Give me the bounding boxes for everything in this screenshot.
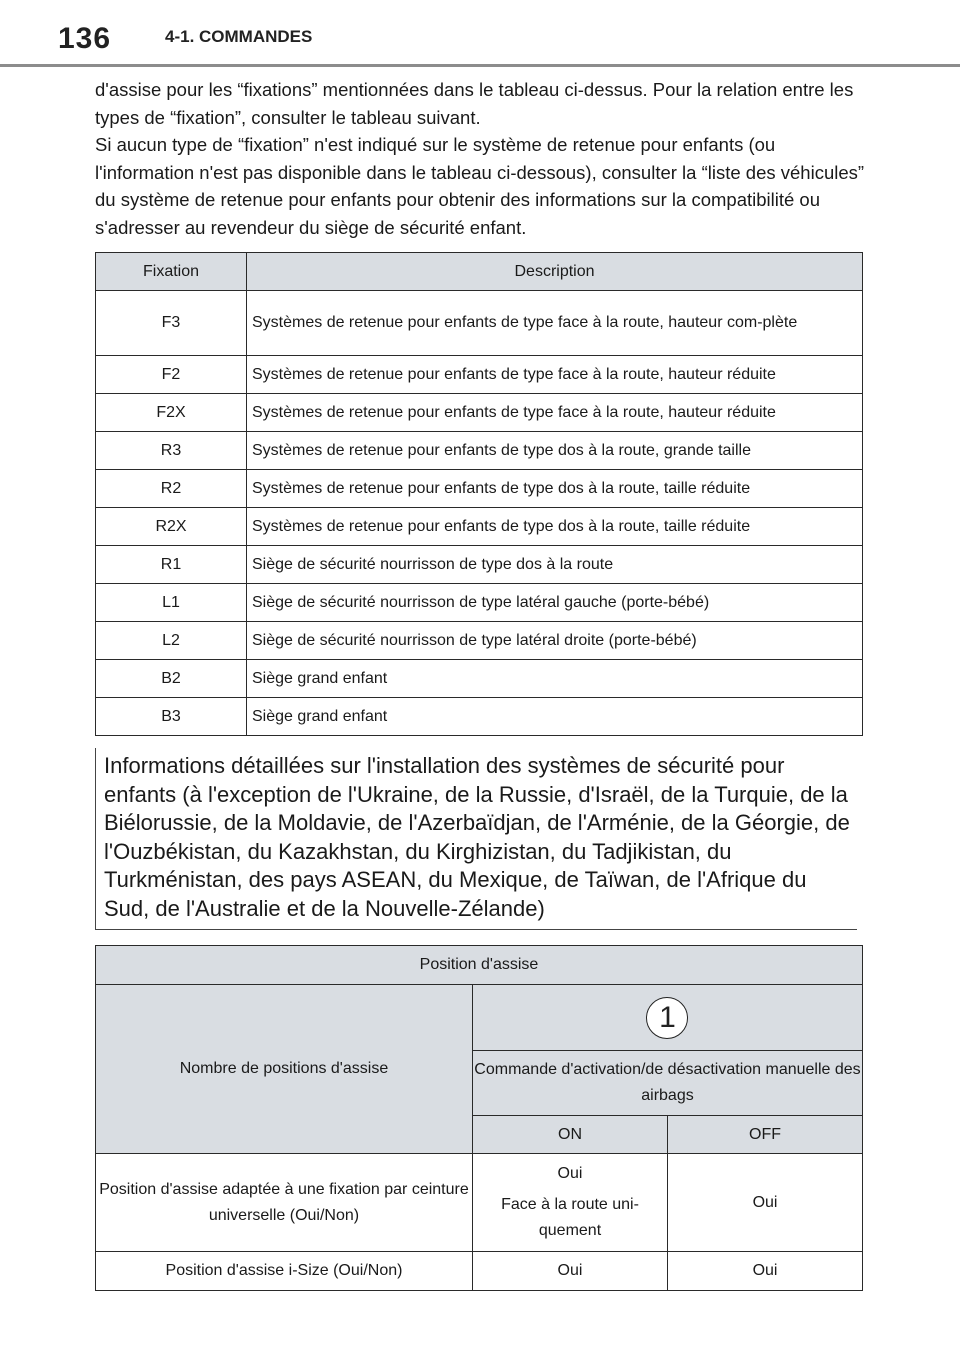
table-row bbox=[96, 946, 863, 985]
universal-belt-off: Oui bbox=[668, 1154, 863, 1252]
on-header: ON bbox=[472, 1116, 667, 1154]
fixation-description: Siège de sécurité nourrisson de type latéral droite (porte-bébé) bbox=[247, 622, 863, 660]
fixation-code: R2X bbox=[96, 508, 247, 546]
fixation-description: Systèmes de retenue pour enfants de type dos à la route, grande taille bbox=[247, 432, 863, 470]
table-row bbox=[96, 432, 863, 470]
fixation-code: F2 bbox=[96, 356, 247, 394]
universal-belt-on bbox=[472, 1154, 667, 1252]
fixation-code: R3 bbox=[96, 432, 247, 470]
fixation-code: F2X bbox=[96, 394, 247, 432]
table-row bbox=[96, 356, 863, 394]
fixation-description: Systèmes de retenue pour enfants de type face à la route, hauteur réduite bbox=[247, 394, 863, 432]
fixation-description: Systèmes de retenue pour enfants de type face à la route, hauteur com-plète bbox=[247, 291, 863, 356]
fixation-description: Systèmes de retenue pour enfants de type dos à la route, taille réduite bbox=[247, 508, 863, 546]
table-row bbox=[96, 470, 863, 508]
page-header bbox=[0, 0, 960, 70]
fixation-description: Siège de sécurité nourrisson de type latéral gauche (porte-bébé) bbox=[247, 584, 863, 622]
header-rule bbox=[0, 64, 960, 67]
description-column-header: Description bbox=[247, 253, 863, 291]
fixation-code: B3 bbox=[96, 698, 247, 736]
universal-belt-on-value: Oui bbox=[557, 1165, 583, 1182]
table-header-row bbox=[96, 253, 863, 291]
table-row bbox=[96, 698, 863, 736]
universal-belt-on-note: Face à la route uni-quement bbox=[501, 1196, 639, 1239]
intro-paragraph: d'assise pour les “fixations” mentionnées dans le tableau ci-dessus. Pour la relation entre les types de “fixation”, consulter le tableau suivant. bbox=[95, 79, 854, 128]
table-row bbox=[96, 546, 863, 584]
table-row bbox=[96, 985, 863, 1051]
table-row bbox=[96, 584, 863, 622]
table-row bbox=[96, 394, 863, 432]
fixation-column-header: Fixation bbox=[96, 253, 247, 291]
table-row bbox=[96, 622, 863, 660]
table-row bbox=[96, 660, 863, 698]
off-header: OFF bbox=[668, 1116, 863, 1154]
fixation-description: Systèmes de retenue pour enfants de type dos à la route, taille réduite bbox=[247, 470, 863, 508]
page-number: 136 bbox=[58, 22, 112, 55]
seat-number-badge: 1 bbox=[646, 997, 688, 1039]
fixation-code: L2 bbox=[96, 622, 247, 660]
section-title: 4-1. COMMANDES bbox=[165, 27, 313, 46]
seat-count-label: Nombre de positions d'assise bbox=[96, 985, 473, 1154]
table-row bbox=[96, 1154, 863, 1252]
fixation-description: Siège grand enfant bbox=[247, 698, 863, 736]
intro-text bbox=[95, 76, 865, 241]
fixation-code: F3 bbox=[96, 291, 247, 356]
isize-on: Oui bbox=[472, 1252, 667, 1291]
table-row bbox=[96, 1252, 863, 1291]
info-box-rule bbox=[95, 929, 857, 930]
seating-position-table bbox=[95, 945, 863, 1291]
info-heading: Informations détaillées sur l'installation des systèmes de sécurité pour enfants (à l'exception de l'Ukraine, de la Russie, d'Israël, de la Turquie, de la Biélorussie, de la Moldavie, de l'Azerbaïdjan, de l'Arménie, de la Géorgie, de l'Ouzbékistan, du Kazakhstan, du Kirghizistan, du Tadjikistan, du Turkménistan, des pays ASEAN, du Mexique, de Taïwan, de l'Afrique du Sud, de l'Australie et de la Nouvelle-Zélande) bbox=[104, 753, 850, 921]
table-row bbox=[96, 508, 863, 546]
universal-belt-label: Position d'assise adaptée à une fixation par ceinture universelle (Oui/Non) bbox=[96, 1154, 473, 1252]
fixation-description: Systèmes de retenue pour enfants de type face à la route, hauteur réduite bbox=[247, 356, 863, 394]
isize-label: Position d'assise i-Size (Oui/Non) bbox=[96, 1252, 473, 1291]
seating-position-title: Position d'assise bbox=[96, 946, 863, 985]
seat-number-cell bbox=[472, 985, 862, 1051]
info-box bbox=[95, 748, 858, 930]
isize-off: Oui bbox=[668, 1252, 863, 1291]
fixation-code: R2 bbox=[96, 470, 247, 508]
fixation-code: R1 bbox=[96, 546, 247, 584]
fixation-table bbox=[95, 252, 863, 736]
fixation-code: L1 bbox=[96, 584, 247, 622]
table-row bbox=[96, 291, 863, 356]
fixation-description: Siège de sécurité nourrisson de type dos à la route bbox=[247, 546, 863, 584]
fixation-description: Siège grand enfant bbox=[247, 660, 863, 698]
intro-paragraph: Si aucun type de “fixation” n'est indiqué sur le système de retenue pour enfants (ou l'information n'est pas disponible dans le tableau ci-dessous), consulter la “liste des véhicules” du système de retenue pour enfants pour obtenir des informations sur la compatibilité ou s'adresser au revendeur du siège de sécurité enfant. bbox=[95, 134, 865, 238]
fixation-code: B2 bbox=[96, 660, 247, 698]
airbag-switch-label: Commande d'activation/de désactivation manuelle des airbags bbox=[472, 1051, 862, 1116]
